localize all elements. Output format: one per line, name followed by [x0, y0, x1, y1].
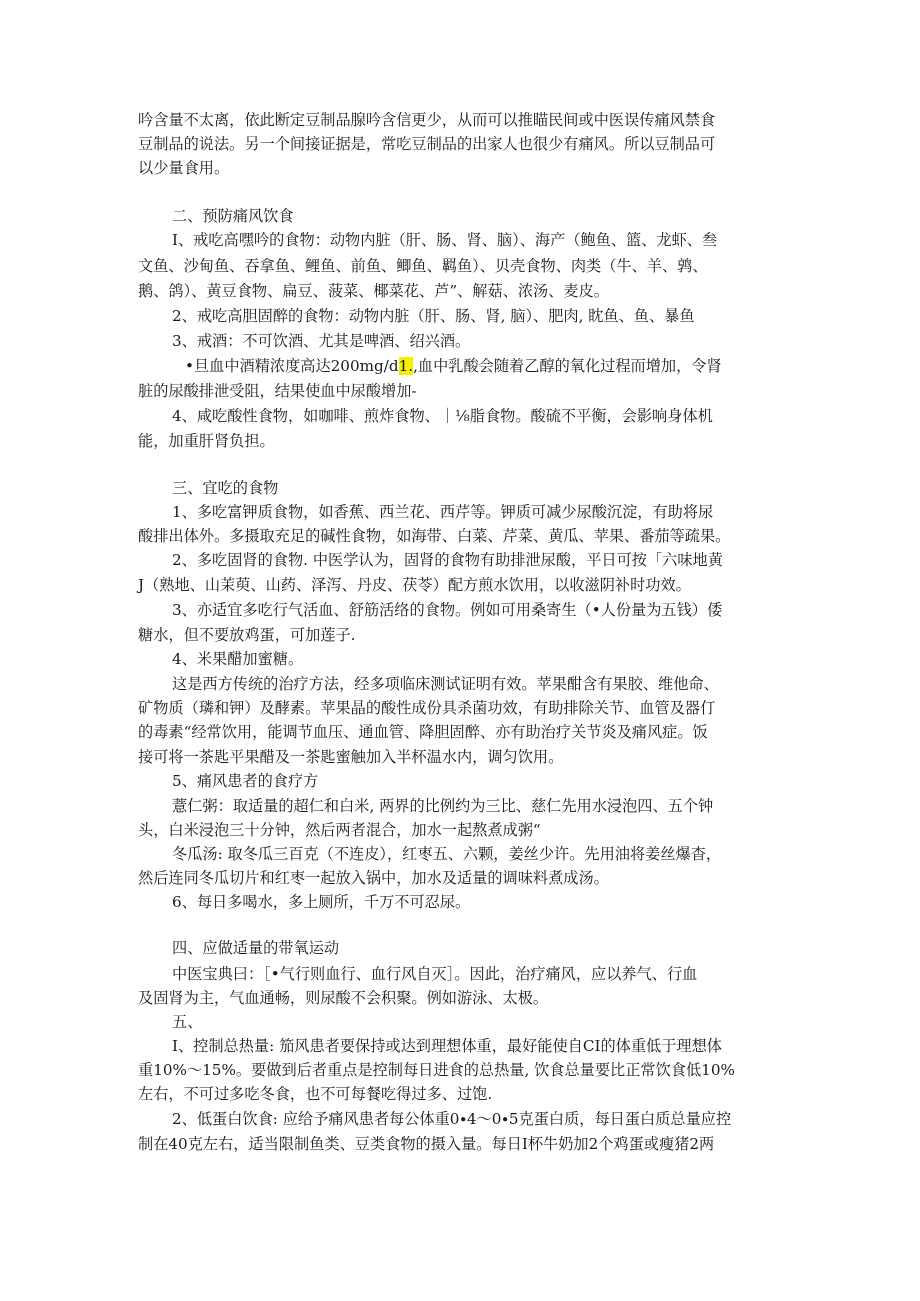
paragraph-line: 这是西方传统的治疗方法，经多项临床测试证明有效。苹果酣含有果胶、维他命、 [172, 675, 719, 693]
paragraph-line: 薏仁粥：取适量的超仁和白米, 两界的比例约为三比、慈仁先用水浸泡四、五个钟 [172, 797, 714, 815]
paragraph-line: 酸排出体外。多摄取充足的碱性食物，如海带、白菜、芹菜、黄瓜、苹果、番茄等疏果。 [138, 527, 731, 545]
note-line [185, 354, 722, 378]
paragraph-line: J（熟地、山茉萸、山药、泽泻、丹皮、茯苓）配方煎水饮用，以收滋阴补时功效。 [138, 576, 691, 594]
section-heading: 二、预防痛风饮食 [172, 207, 294, 225]
paragraph-line: 吟含量不太离，依此断定豆制品腺吟含信更少，从而可以推瞄民间或中医误传痛风禁食 [138, 111, 716, 129]
paragraph-line: 及固肾为主，气血通畅，则尿酸不会积聚。例如游泳、太极。 [138, 989, 549, 1007]
note-text: •旦血中酒精浓度高达200mg∕d [185, 357, 399, 375]
section-heading: 四、应做适量的带氧运动 [172, 939, 340, 957]
paragraph-line: 6、每日多喝水，多上厕所，千万不可忍尿。 [172, 893, 471, 911]
paragraph-line: 鹅、鸽）、黄豆食物、扁豆、菠菜、椰菜花、芦”、解菇、浓汤、麦皮。 [138, 282, 609, 300]
paragraph-line: I、控制总热量: 笳风患者要保持或达到理想体重，最好能使自CI的体重低于理想体 [172, 1037, 722, 1055]
paragraph-line: 2、低蛋白饮食: 应给予痛风患者每公体重0∙4〜0∙5克蛋白质，每日蛋白质总量应控 [172, 1110, 732, 1128]
section-heading: 五、 [172, 1013, 203, 1031]
paragraph-line: 接可将一茶匙平果醋及一茶匙蜜触加入半杯温水内，调匀饮用。 [138, 748, 564, 766]
paragraph-line: 然后连同冬瓜切片和红枣一起放入锅中，加水及适量的调味料煮成汤。 [138, 869, 609, 887]
paragraph-line: 糖水，但不要放鸡蛋，可加莲子. [138, 626, 356, 644]
paragraph-line: 3、戒酒：不可饮酒、尤其是啤酒、绍兴酒。 [172, 332, 471, 350]
paragraph-line: 脏的尿酸排泄受阻，结果使血中尿酸增加- [138, 382, 417, 400]
highlighted-text: 1. [398, 357, 414, 375]
paragraph-line: 4、咸吃酸性食物，如咖啡、煎炸食物、｜⅛脂食物。酸硫不平衡，会影响身体机 [172, 407, 713, 425]
paragraph-line: 冬瓜汤: 取冬瓜三百克（不连皮），红枣五、六颗，姜丝少许。先用油将姜丝爆杳， [172, 845, 722, 863]
paragraph-line: 2、多吃固肾的食物. 中医学认为，固肾的食物有助排泄尿酸，平日可按「六味地黄 [172, 551, 723, 569]
paragraph-line: 矿物质（璘和钾）及酵素。苹果晶的酸性成份具杀菌功效，有助排除关节、血管及器仃 [138, 699, 716, 717]
paragraph-line: 能，加重肝肾负担。 [138, 432, 275, 450]
paragraph-line: 中医宝典曰：［•气行则血行、血行风自灭］。因此，治疗痛风，应以养气、行血 [172, 965, 698, 983]
paragraph-line: 制在40克左右，适当限制鱼类、豆类食物的摄入量。每日I杯牛奶加2个鸡蛋或瘦猪2两 [138, 1135, 715, 1153]
note-text: ,血中乳酸会随着乙醇的氧化过程而增加，令肾 [413, 357, 722, 375]
paragraph-line: 5、痛风患者的食疗方 [172, 772, 319, 790]
paragraph-line: 重10%〜15%。要做到后者重点是控制每日进食的总热量, 饮食总量要比正常饮食低10% [138, 1061, 735, 1079]
paragraph-line: 4、米果醋加蜜糖。 [172, 650, 304, 668]
paragraph-line: 1、多吃富钾质食物，如香蕉、西兰花、西芹等。钾质可减少尿酸沉淀，有助将尿 [172, 503, 714, 521]
paragraph-line: I、戒吃高嘿吟的食物：动物内脏（肝、肠、肾、脑）、海产（鲍鱼、篮、龙虾、叁 [172, 231, 718, 249]
paragraph-line: 2、戒吃高胆固醉的食物：动物内脏（肝、肠、肾, 脑）、肥肉, 眈鱼、鱼、暴鱼 [172, 307, 695, 325]
paragraph-line: 头，白米浸泡三十分钟，然后两者混合，加水一起熬煮成粥“ [138, 821, 541, 839]
section-heading: 三、宜吃的食物 [172, 479, 279, 497]
paragraph-line: 的毒素“经常饮用，能调节血压、通血管、降胆固醉、亦有助治疗关节炎及痛风症。饭 [138, 723, 708, 741]
paragraph-line: 文鱼、沙甸鱼、吞拿鱼、鲤鱼、前鱼、鲫鱼、羁鱼）、贝壳食物、肉类（牛、羊、鹑、 [138, 257, 708, 275]
paragraph-line: 左右，不可过多吃冬食，也不可每餐吃得过多、过饱. [138, 1085, 493, 1103]
paragraph-line: 豆制品的说法。另一个间接证据是，常吃豆制品的出家人也很少有痛风。所以豆制品可 [138, 135, 716, 153]
paragraph-line: 3、亦适宜多吃行气活血、舒筋活络的食物。例如可用桑寄生（•人份量为五钱）倭 [172, 601, 723, 619]
paragraph-line: 以少量食用。 [138, 159, 230, 177]
